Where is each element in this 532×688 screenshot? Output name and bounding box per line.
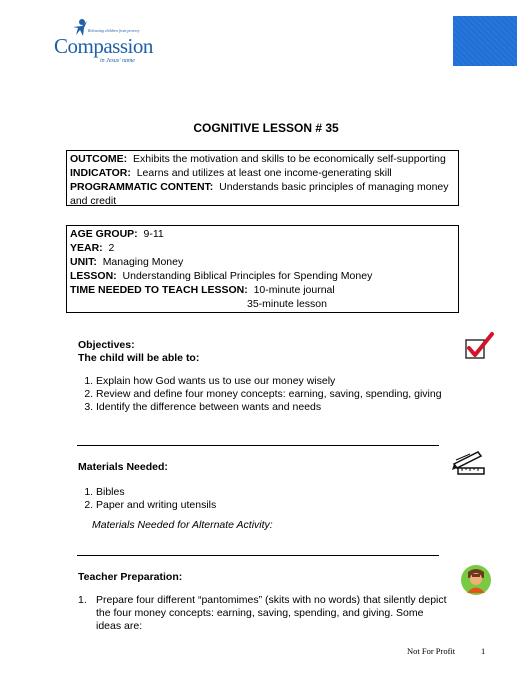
unit-label: UNIT: [70,256,97,268]
materials-section [78,461,448,532]
divider [77,555,439,556]
logo-subline: in Jesus' name [100,58,135,64]
content-value: Understands basic principles of managing money [219,181,449,193]
age-value: 9-11 [143,228,164,240]
prep-line: the four money concepts: earning, saving, spending, and giving. Some [96,607,424,619]
objectives-subheading: The child will be able to: [78,352,200,364]
list-item: 2. Review and define four money concepts: earning, saving, spending, giving [96,388,448,401]
year-value: 2 [108,242,115,254]
time-value-2: 35-minute lesson [247,298,327,310]
outcome-box [66,150,459,206]
divider [77,445,439,446]
time-label: TIME NEEDED TO TEACH LESSON: [70,284,248,296]
outcome-value: Exhibits the motivation and skills to be economically self-supporting [133,153,446,165]
list-item: 2. Paper and writing utensils [96,499,448,512]
checkbox-icon [462,330,498,366]
pencil-ruler-icon [450,446,486,482]
logo-wordmark: Compassion [54,34,153,58]
year-label: YEAR: [70,242,103,254]
outcome-label: OUTCOME: [70,153,128,165]
list-item: 1. Prepare four different “pantomimes” (skits with no words) that silently depict the four money concepts: earning, saving, spending, and giving. Some ideas are: [78,594,447,632]
list-item: 3. Identify the difference between wants and needs [96,401,448,414]
unit-value: Managing Money [102,256,184,268]
prep-line: Prepare four different “pantomimes” (skits with no words) that silently depict [96,594,447,606]
content-value-cont: and credit [70,195,117,207]
objectives-heading: Objectives: [78,339,135,351]
page-number: 1 [481,646,486,656]
alternate-materials: Materials Needed for Alternate Activity: [92,519,273,531]
materials-heading: Materials Needed: [78,461,168,473]
logo-tagline: Releasing children from poverty [88,28,140,33]
time-value-1: 10-minute journal [253,284,335,296]
corner-blue-block [453,16,517,66]
compassion-logo [52,18,164,66]
teacher-prep-section [78,571,458,633]
teacher-icon [458,562,494,598]
list-item: 1. Explain how God wants us to use our money wisely [96,375,448,388]
page-title: COGNITIVE LESSON # 35 [193,121,339,135]
footer-label: Not For Profit [407,646,456,656]
objectives-section [78,339,448,414]
lesson-value: Understanding Biblical Principles for Spending Money [122,270,373,282]
indicator-label: INDICATOR: [70,167,131,179]
prep-line: ideas are: [96,620,143,632]
indicator-value: Learns and utilizes at least one income-generating skill [136,167,392,179]
age-label: AGE GROUP: [70,228,138,240]
lesson-label: LESSON: [70,270,117,282]
prep-heading: Teacher Preparation: [78,571,183,583]
lesson-info-box [66,225,459,313]
list-item: 1. Bibles [96,486,448,499]
content-label: PROGRAMMATIC CONTENT: [70,181,214,193]
